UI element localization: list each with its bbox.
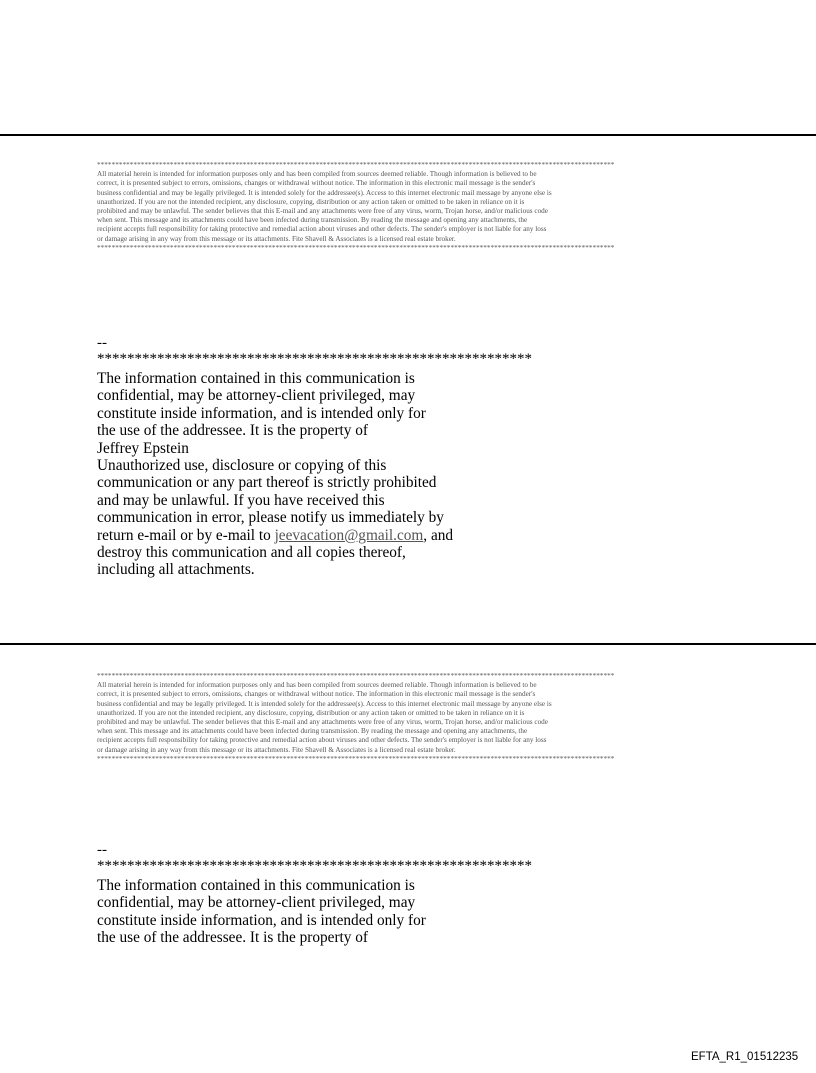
notice-line: Unauthorized use, disclosure or copying of this xyxy=(97,457,387,475)
signature-dash: -- xyxy=(97,335,107,351)
disclaimer-line: All material herein is intended for information purposes only and has been compiled from sources deemed reliable. Though information is believed to be xyxy=(97,170,537,179)
disclaimer-line: All material herein is intended for information purposes only and has been compiled from sources deemed reliable. Though information is believed to be xyxy=(97,681,537,690)
notice-line: the use of the addressee. It is the property of xyxy=(97,929,369,947)
confidentiality-notice-2 xyxy=(97,877,517,947)
disclaimer-block-1 xyxy=(97,161,737,253)
return-suffix: , and xyxy=(423,526,454,544)
disclaimer-stars-bottom: ********************************************************************************************************************************************** xyxy=(97,754,615,763)
notice-line: constitute inside information, and is intended only for xyxy=(97,911,426,929)
disclaimer-line: prohibited and may be unlawful. The sender believes that this E-mail and any attachments were free of any virus, worm, Trojan horse, and/or malicious code xyxy=(97,718,548,727)
notice-line: communication or any part thereof is strictly prohibited xyxy=(97,474,437,492)
notice-line: and may be unlawful. If you have received this xyxy=(97,491,385,509)
notice-line: the use of the addressee. It is the property of xyxy=(97,422,369,440)
disclaimer-line: or damage arising in any way from this message or its attachments. Fite Shavell & Associates is a licensed real estate broker. xyxy=(97,234,456,243)
disclaimer-line: correct, it is presented subject to errors, omissions, changes or withdrawal without notice. The information in this electronic mail message is the sender's xyxy=(97,179,536,188)
disclaimer-line: prohibited and may be unlawful. The sender believes that this E-mail and any attachments were free of any virus, worm, Trojan horse, and/or malicious code xyxy=(97,207,548,216)
disclaimer-line: or damage arising in any way from this message or its attachments. Fite Shavell & Associates is a licensed real estate broker. xyxy=(97,745,456,754)
notice-line-email xyxy=(97,527,517,544)
disclaimer-line: when sent. This message and its attachments could have been infected during transmission. By reading the message and opening any attachments, the xyxy=(97,216,528,225)
disclaimer-line: unauthorized. If you are not the intended recipient, any disclosure, copying, distribution or any action taken or omitted to be taken in reliance on it is xyxy=(97,197,525,206)
notice-stars: ********************************************************** xyxy=(97,352,532,367)
disclaimer-line: when sent. This message and its attachments could have been infected during transmission. By reading the message and opening any attachments, the xyxy=(97,727,528,736)
disclaimer-line: business confidential and may be legally privileged. It is intended solely for the addressee(s). Access to this internet electronic mail message by anyone else is xyxy=(97,188,552,197)
notice-line: including all attachments. xyxy=(97,561,255,579)
confidentiality-notice-1 xyxy=(97,370,517,579)
notice-line: The information contained in this communication is xyxy=(97,370,415,387)
document-id-footer: EFTA_R1_01512235 xyxy=(691,1051,799,1063)
notice-line: The information contained in this communication is xyxy=(97,877,415,894)
disclaimer-block-2 xyxy=(97,672,737,764)
notice-line: confidential, may be attorney-client privileged, may xyxy=(97,894,416,912)
disclaimer-line: recipient accepts full responsibility for taking protective and remedial action about viruses and other defects. The sender's employer is not liable for any loss xyxy=(97,736,547,745)
disclaimer-stars-top: ********************************************************************************************************************************************** xyxy=(97,672,615,680)
notice-line: constitute inside information, and is intended only for xyxy=(97,404,426,422)
disclaimer-line: recipient accepts full responsibility for taking protective and remedial action about viruses and other defects. The sender's employer is not liable for any loss xyxy=(97,225,547,234)
disclaimer-line: unauthorized. If you are not the intended recipient, any disclosure, copying, distribution or any action taken or omitted to be taken in reliance on it is xyxy=(97,708,525,717)
divider-rule-middle xyxy=(0,643,816,645)
notice-line: communication in error, please notify us immediately by xyxy=(97,509,444,527)
divider-rule-top xyxy=(0,134,816,136)
disclaimer-line: business confidential and may be legally privileged. It is intended solely for the addressee(s). Access to this internet electronic mail message by anyone else is xyxy=(97,699,552,708)
disclaimer-stars-top: ********************************************************************************************************************************************** xyxy=(97,161,615,169)
signature-dash: -- xyxy=(97,842,107,858)
disclaimer-stars-bottom: ********************************************************************************************************************************************** xyxy=(97,243,615,252)
notice-stars: ********************************************************** xyxy=(97,859,532,874)
disclaimer-line: correct, it is presented subject to errors, omissions, changes or withdrawal without notice. The information in this electronic mail message is the sender's xyxy=(97,690,536,699)
notice-line: destroy this communication and all copies thereof, xyxy=(97,544,406,562)
email-link[interactable]: jeevacation@gmail.com xyxy=(274,526,424,544)
notice-line: Jeffrey Epstein xyxy=(97,439,189,457)
notice-line: confidential, may be attorney-client privileged, may xyxy=(97,387,416,405)
return-prefix: return e-mail or by e-mail to xyxy=(97,526,275,544)
